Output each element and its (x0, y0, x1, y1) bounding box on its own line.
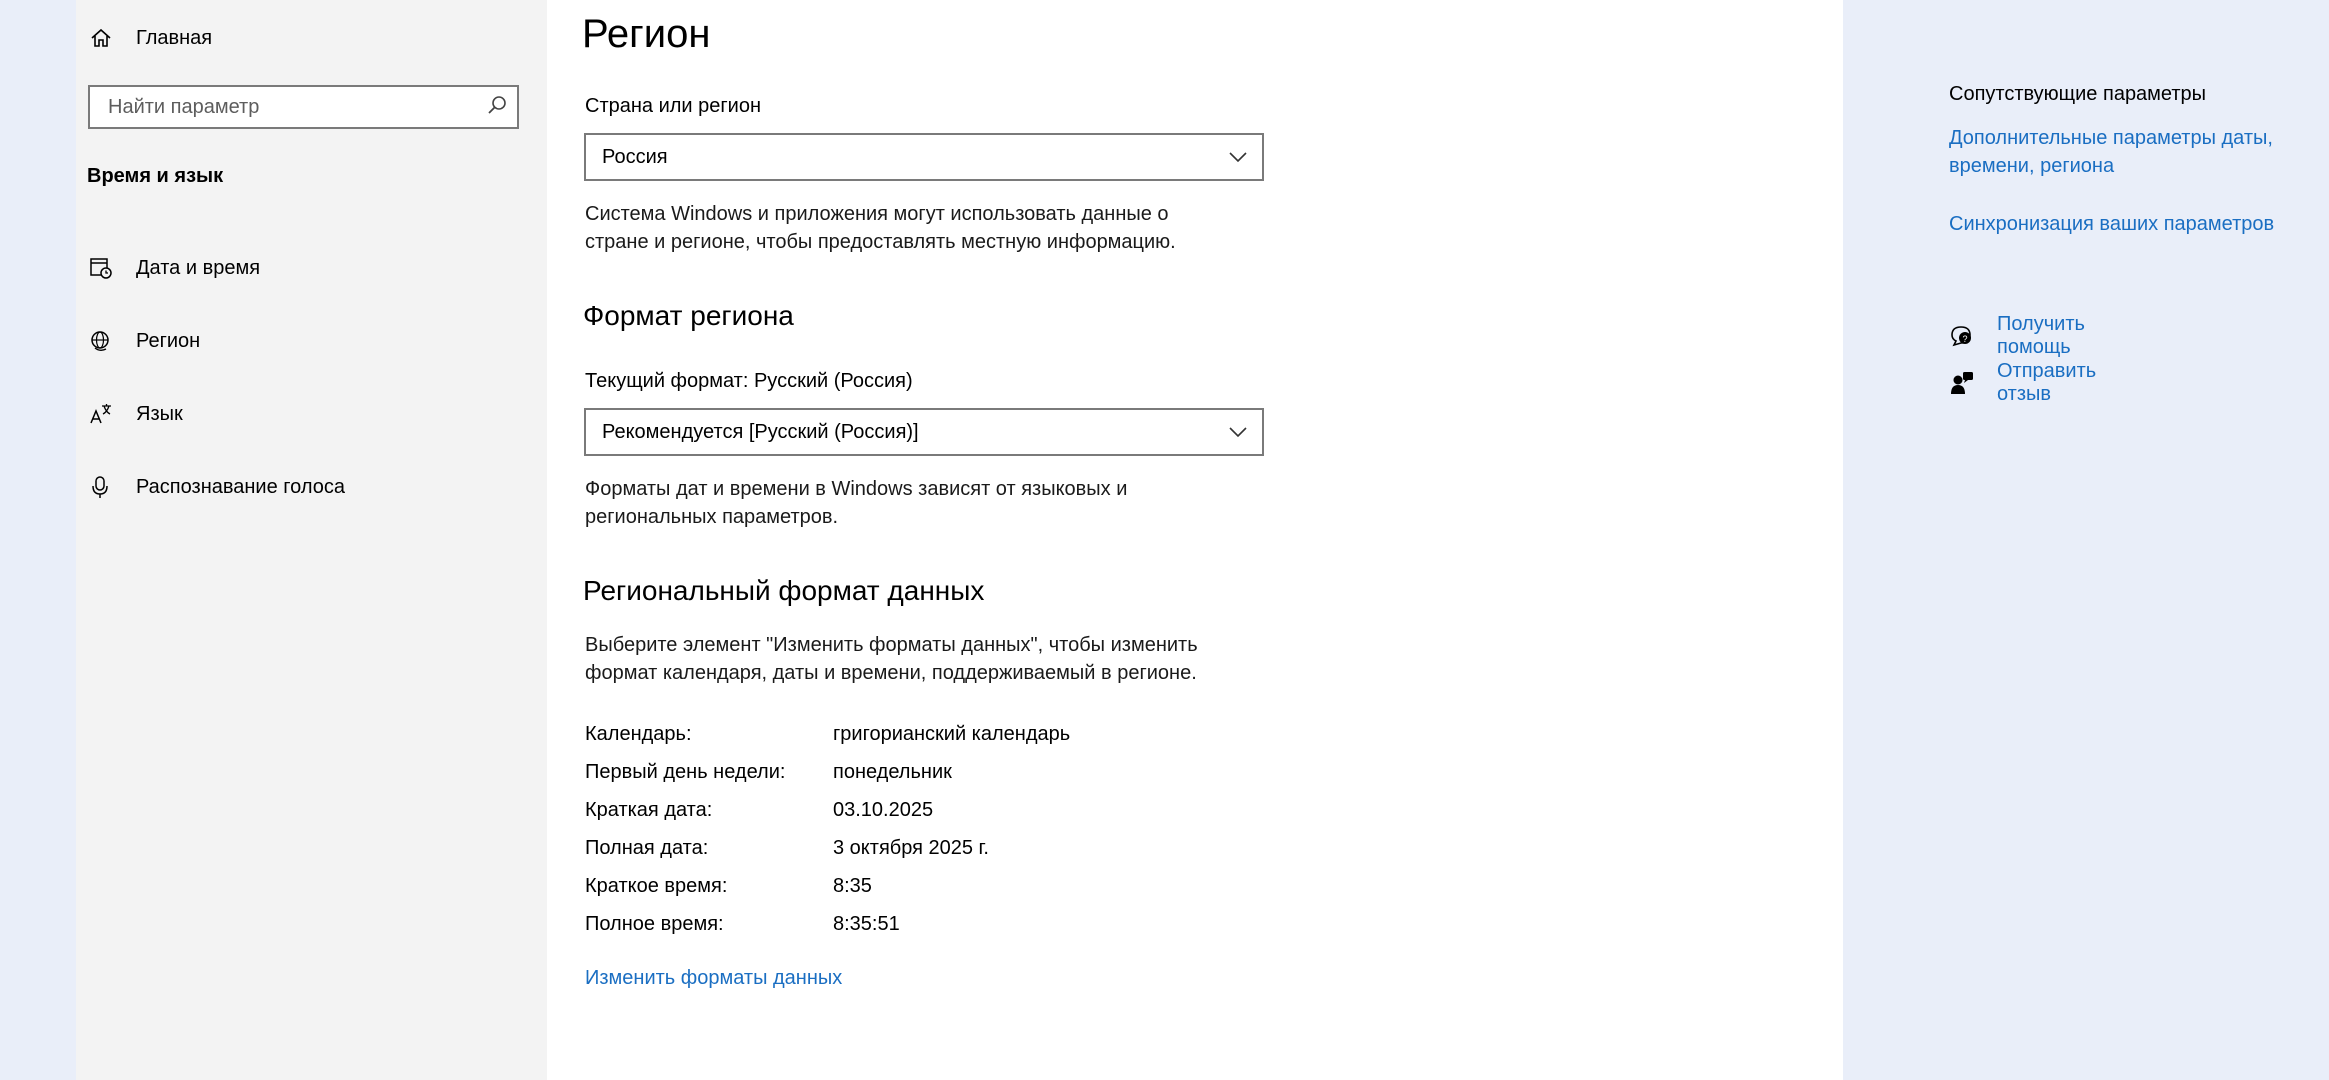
row-value: 8:35 (833, 875, 872, 897)
get-help-button[interactable] (1949, 313, 2085, 359)
page-title: Регион (582, 12, 711, 56)
row-key: Полное время: (585, 913, 724, 935)
search-input[interactable] (106, 95, 470, 120)
table-row (585, 837, 989, 865)
row-value: понедельник (833, 761, 952, 783)
sidebar-item-label: Дата и время (136, 256, 261, 279)
row-key: Календарь: (585, 723, 692, 745)
row-key: Первый день недели: (585, 761, 786, 783)
current-format-label: Текущий формат: Русский (Россия) (585, 370, 913, 392)
row-value: 8:35:51 (833, 913, 900, 935)
sidebar-item-region[interactable] (88, 321, 200, 361)
sidebar-item-label: Распознавание голоса (136, 475, 345, 498)
format-description: Форматы дат и времени в Windows зависят от языковых и региональных параметров. (585, 478, 1128, 528)
main-content (547, 0, 2275, 1080)
row-value: григорианский календарь (833, 723, 1071, 745)
home-icon (88, 25, 114, 51)
chevron-down-icon (1228, 421, 1248, 444)
table-row (585, 723, 1070, 751)
country-dropdown[interactable] (584, 133, 1264, 181)
format-dropdown[interactable] (584, 408, 1264, 456)
sidebar-item-label: Язык (136, 402, 183, 425)
sidebar-item-date-time[interactable] (88, 248, 260, 288)
help-chat-icon (1949, 323, 1975, 349)
row-key: Краткое время: (585, 875, 728, 897)
home-label: Главная (136, 26, 213, 49)
table-row (585, 761, 952, 789)
section-title: Время и язык (87, 165, 224, 187)
country-label: Страна или регион (585, 95, 762, 117)
row-value: 03.10.2025 (833, 799, 934, 821)
format-value: Рекомендуется [Русский (Россия)] (602, 420, 919, 443)
sidebar (76, 0, 547, 1080)
table-row (585, 913, 900, 941)
data-format-heading: Региональный формат данных (583, 575, 985, 606)
feedback-icon (1949, 370, 1975, 396)
sidebar-item-language[interactable] (88, 394, 183, 434)
microphone-icon (88, 474, 114, 500)
calendar-clock-icon (88, 255, 114, 281)
row-value: 3 октября 2025 г. (833, 837, 989, 859)
send-feedback-button[interactable] (1949, 360, 2096, 406)
settings-window (76, 0, 2275, 1080)
sidebar-item-speech[interactable] (88, 467, 345, 507)
table-row (585, 875, 872, 903)
change-formats-link[interactable]: Изменить форматы данных (585, 967, 843, 989)
additional-date-settings-link[interactable]: Дополнительные параметры даты, времени, региона (1949, 127, 2273, 177)
related-title: Сопутствующие параметры (1949, 83, 2207, 105)
table-row (585, 799, 933, 827)
format-heading: Формат региона (583, 300, 794, 331)
home-button[interactable] (88, 18, 212, 58)
country-value: Россия (602, 145, 668, 168)
data-format-description: Выберите элемент "Изменить форматы данных", чтобы изменить формат календаря, даты и времени, поддерживаемый в регионе. (585, 634, 1198, 684)
sync-settings-link[interactable]: Синхронизация ваших параметров (1949, 213, 2275, 235)
search-box[interactable] (88, 85, 519, 129)
row-key: Краткая дата: (585, 799, 713, 821)
get-help-label: Получить помощь (1997, 313, 2085, 358)
send-feedback-label: Отправить отзыв (1997, 360, 2097, 405)
country-description: Система Windows и приложения могут использовать данные о стране и регионе, чтобы предоставлять местную информацию. (585, 203, 1176, 253)
search-icon[interactable] (487, 95, 507, 120)
language-icon (88, 401, 114, 427)
row-key: Полная дата: (585, 837, 709, 859)
sidebar-item-label: Регион (136, 329, 201, 352)
svg-text:?: ? (1962, 334, 1968, 344)
chevron-down-icon (1228, 146, 1248, 169)
globe-icon (88, 328, 114, 354)
